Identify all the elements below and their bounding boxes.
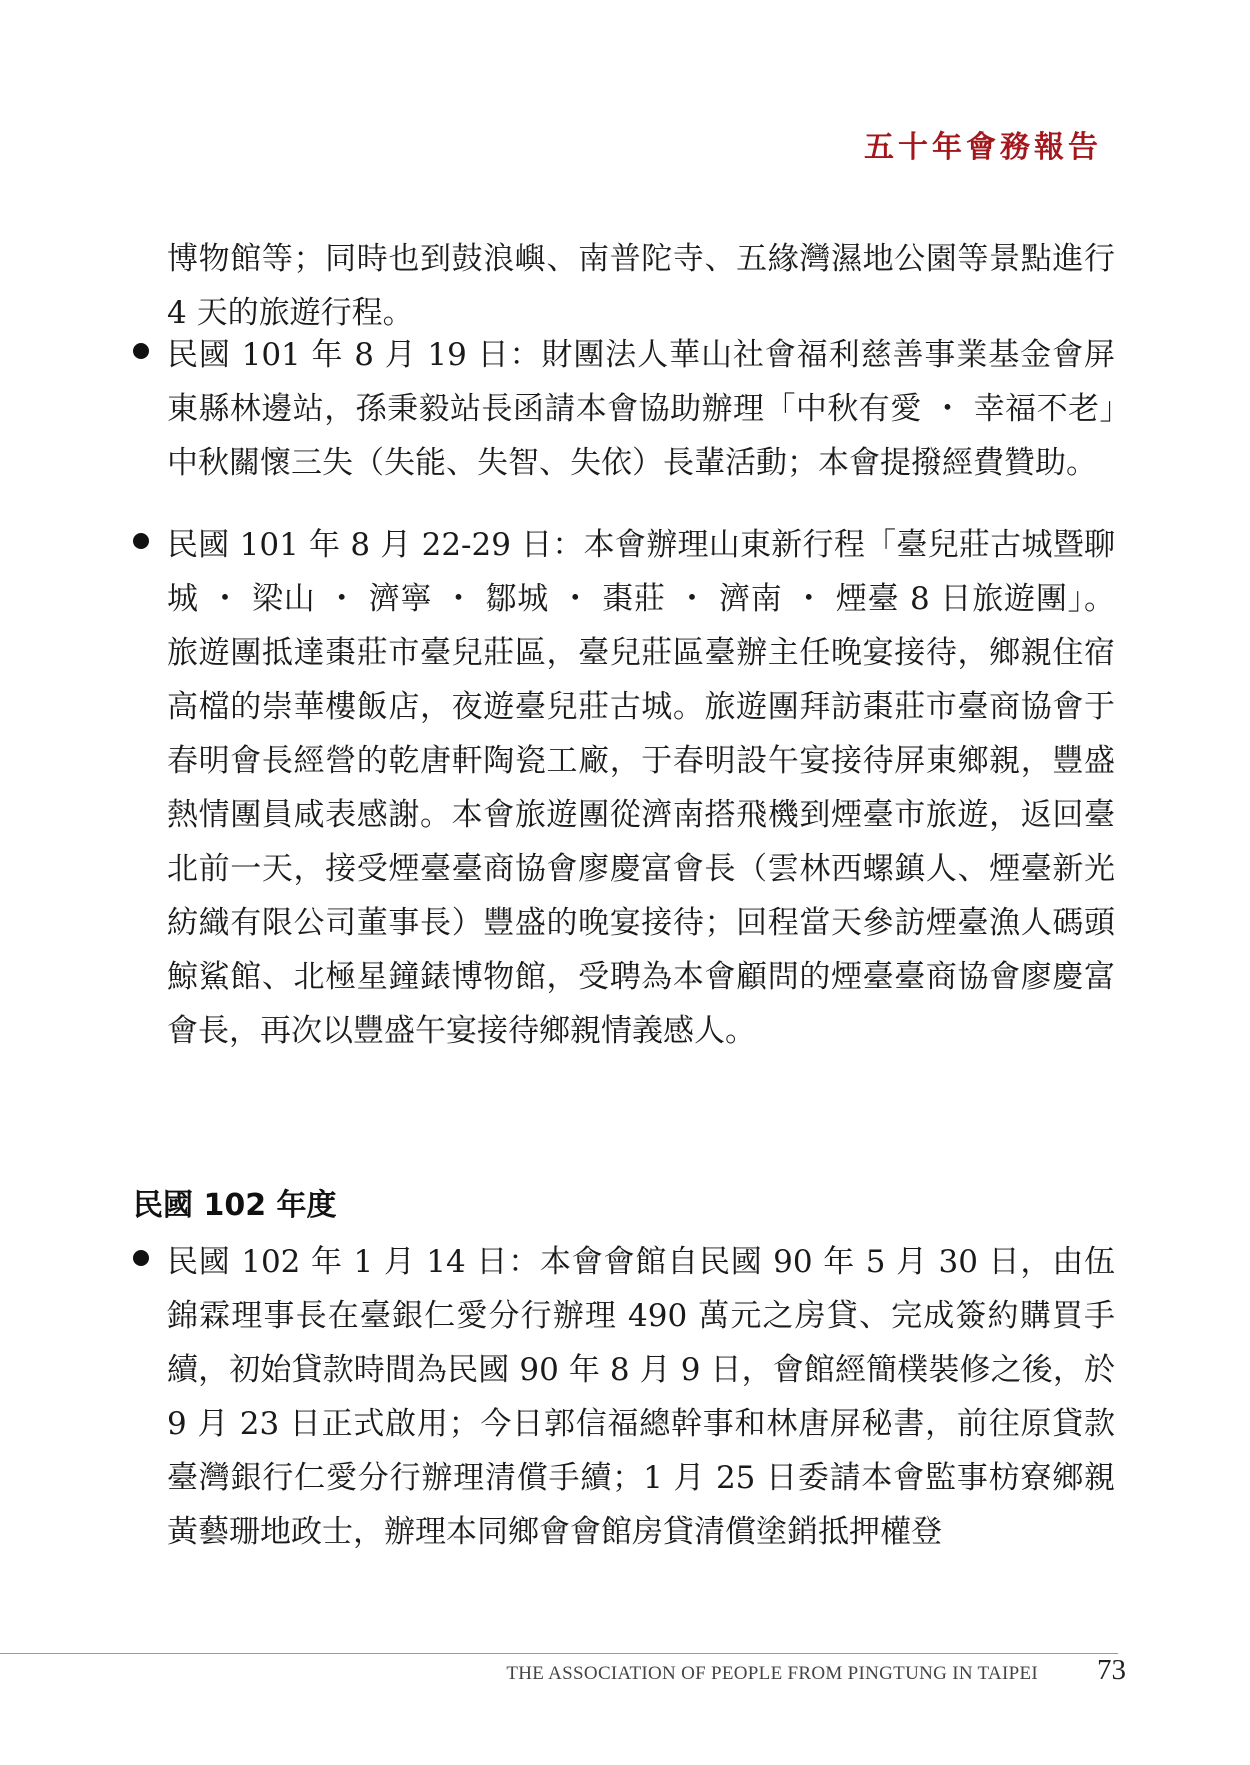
bullet-icon xyxy=(133,1250,149,1266)
list-item: 民國 101 年 8 月 22-29 日：本會辦理山東新行程「臺兒莊古城暨聊城 ・ 梁山 ・ 濟寧 ・ 鄒城 ・ 棗莊 ・ 濟南 ・ 煙臺 8 日旅遊團」。旅遊團抵達棗莊市臺兒莊區，臺兒莊區臺辦主任晚宴接待，鄉親住宿高檔的崇華樓飯店，夜遊臺兒莊古城。旅遊團拜訪棗莊市臺商協會于春明會長經營的乾唐軒陶瓷工廠，于春明設午宴接待屏東鄉親，豐盛熱情團員咸表感謝。本會旅遊團從濟南搭飛機到煙臺市旅遊，返回臺北前一天，接受煙臺臺商協會廖慶富會長（雲林西螺鎮人、煙臺新光紡織有限公司董事長）豐盛的晚宴接待；回程當天參訪煙臺漁人碼頭鯨鯊館、北極星鐘錶博物館，受聘為本會顧問的煙臺臺商協會廖慶富會長，再次以豐盛午宴接待鄉親情義感人。 xyxy=(167,527,1115,1049)
page-number: 73 xyxy=(1097,1654,1126,1686)
bullet-icon xyxy=(133,343,149,359)
running-title: 五十年會務報告 xyxy=(864,130,1102,165)
section-heading: 民國 102 年度 xyxy=(133,1188,337,1223)
footer-association-name: THE ASSOCIATION OF PEOPLE FROM PINGTUNG IN TAIPEI xyxy=(506,1663,1038,1684)
list-item: 民國 101 年 8 月 19 日：財團法人華山社會福利慈善事業基金會屏東縣林邊站，孫秉毅站長函請本會協助辦理「中秋有愛 ・ 幸福不老」中秋關懷三失（失能、失智、失依）長輩活動；本會提撥經費贊助。 xyxy=(167,337,1115,481)
footer-divider xyxy=(0,1653,1118,1654)
list-item: 民國 102 年 1 月 14 日：本會會館自民國 90 年 5 月 30 日，由伍錦霖理事長在臺銀仁愛分行辦理 490 萬元之房貸、完成簽約購買手續，初始貸款時間為民國 90 年 8 月 9 日，會館經簡樸裝修之後，於 9 月 23 日正式啟用；今日郭信福總幹事和林唐屏秘書，前往原貸款臺灣銀行仁愛分行辦理清償手續；1 月 25 日委請本會監事枋寮鄉親黃藝珊地政士，辦理本同鄉會會館房貸清償塗銷抵押權登 xyxy=(167,1244,1115,1550)
bullet-icon xyxy=(133,533,149,549)
continuation-paragraph: 博物館等；同時也到鼓浪嶼、南普陀寺、五緣灣濕地公園等景點進行 4 天的旅遊行程。 xyxy=(167,241,1115,331)
